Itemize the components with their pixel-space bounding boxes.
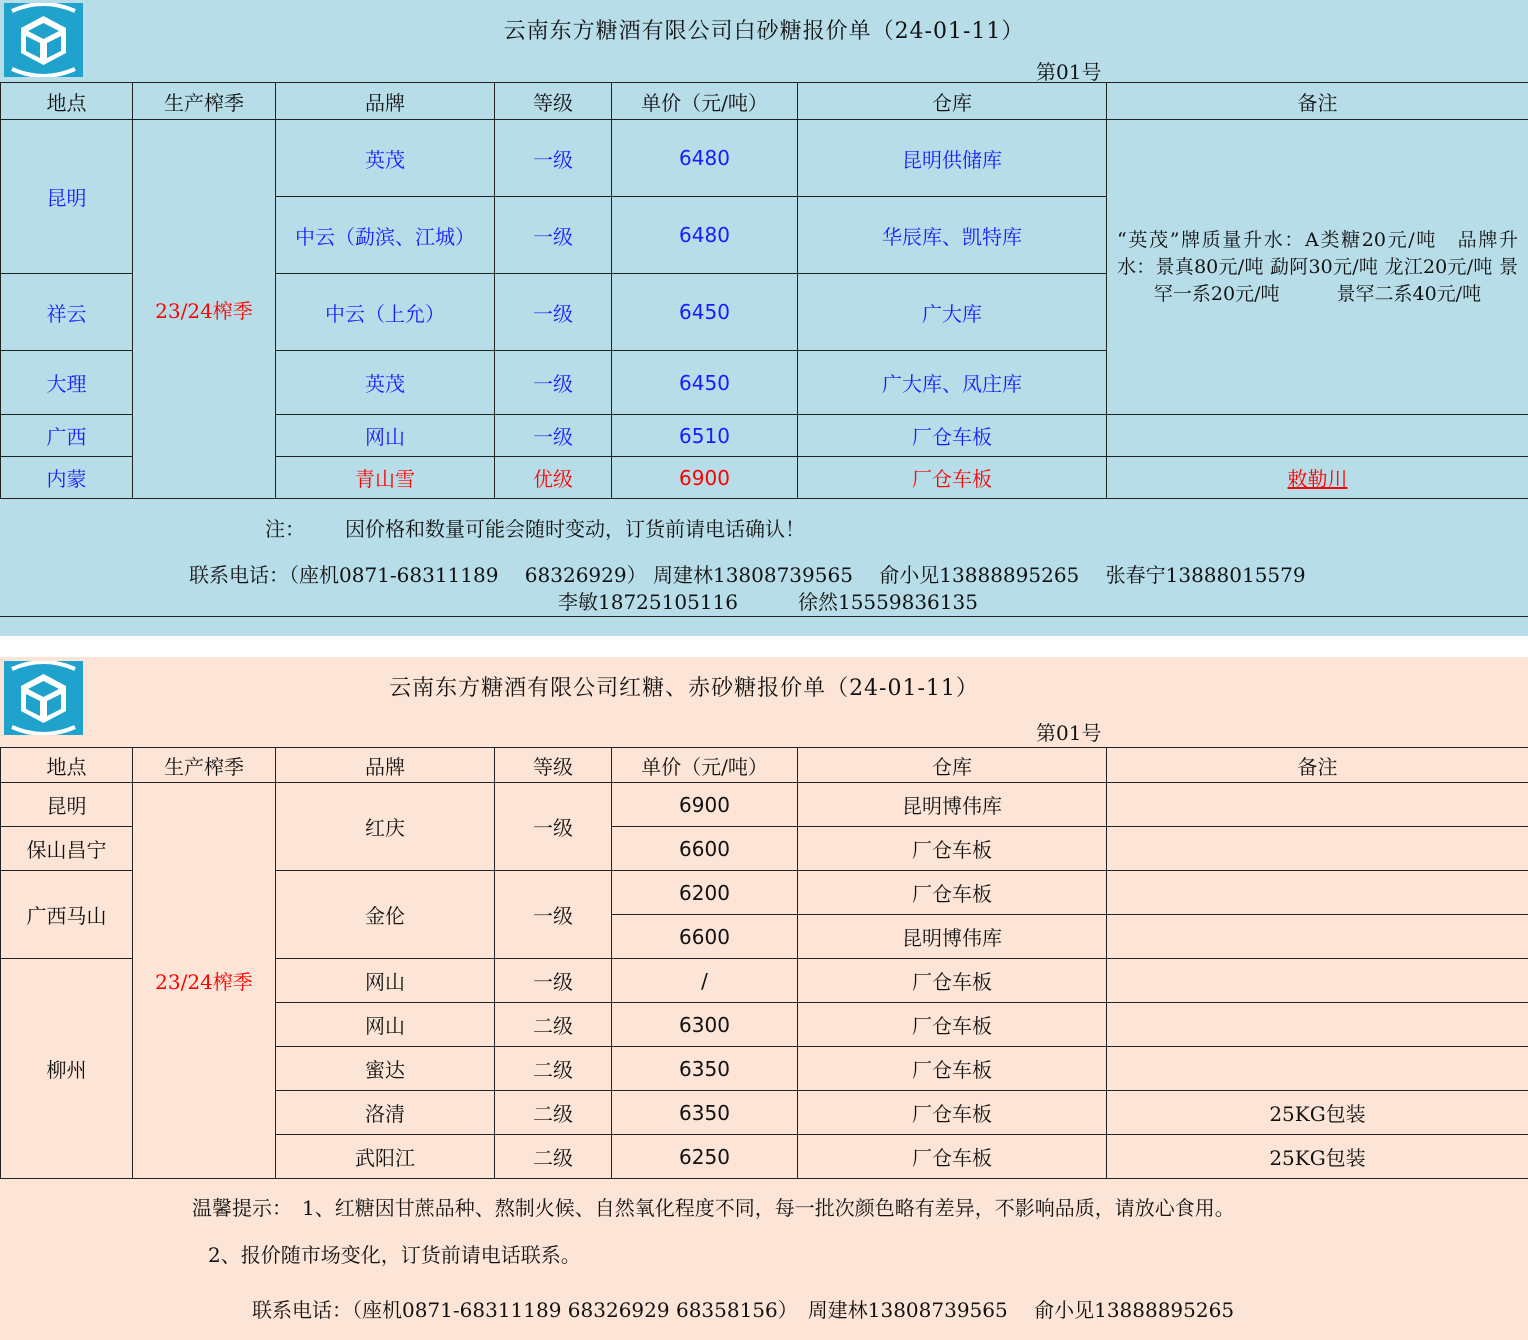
warehouse-cell: 厂仓车板 [798,959,1107,1003]
grade-cell: 二级 [495,1135,612,1179]
header-brand: 品牌 [276,83,495,120]
warehouse-cell: 华辰库、凯特库 [798,197,1107,274]
brown-sugar-price-table [0,747,1528,1179]
tip-line-1: 温馨提示： 1、红糖因甘蔗品种、熬制火候、自然氧化程度不同，每一批次颜色略有差异，不影响品质，请放心食用。 [192,1196,1235,1220]
table-row [1,783,1528,827]
grade-cell: 一级 [495,197,612,274]
warehouse-cell: 厂仓车板 [798,457,1107,499]
price-cell: 6200 [612,871,798,915]
remark-cell [1107,783,1528,827]
header-location: 地点 [1,748,133,783]
price-cell: 6250 [612,1135,798,1179]
remark-cell [1107,1003,1528,1047]
season-cell: 23/24榨季 [133,783,276,1179]
price-cell: 6900 [612,457,798,499]
location-cell: 保山昌宁 [1,827,133,871]
price-cell: 6480 [612,120,798,197]
location-cell: 大理 [1,351,133,415]
brown-sugar-title: 云南东方糖酒有限公司红糖、赤砂糖报价单（24-01-11） [389,676,979,701]
location-cell: 昆明 [1,120,133,274]
warehouse-cell: 厂仓车板 [798,1135,1107,1179]
price-cell: 6450 [612,274,798,351]
location-cell: 广西马山 [1,871,133,959]
location-cell: 祥云 [1,274,133,351]
warehouse-cell: 广大库、凤庄库 [798,351,1107,415]
header-season: 生产榨季 [133,748,276,783]
warehouse-cell: 昆明供储库 [798,120,1107,197]
note-text: 因价格和数量可能会随时变动，订货前请电话确认！ [345,517,805,541]
header-location: 地点 [1,83,133,120]
grade-cell: 一级 [495,959,612,1003]
warehouse-cell: 昆明博伟库 [798,915,1107,959]
grade-cell: 一级 [495,415,612,457]
remark-link[interactable]: 敕勒川 [1107,457,1528,499]
location-cell: 昆明 [1,783,133,827]
header-warehouse: 仓库 [798,748,1107,783]
header-price: 单价（元/吨） [612,83,798,120]
header-grade: 等级 [495,748,612,783]
brand-cell: 蜜达 [276,1047,495,1091]
grade-cell: 二级 [495,1003,612,1047]
brand-cell: 金伦 [276,871,495,959]
location-cell: 内蒙 [1,457,133,499]
location-cell: 柳州 [1,959,133,1179]
brand-cell: 中云（勐滨、江城） [276,197,495,274]
price-cell: 6300 [612,1003,798,1047]
brand-cell: 网山 [276,415,495,457]
tip-line-2: 2、报价随市场变化，订货前请电话联系。 [208,1243,581,1267]
table-header-row [1,83,1528,120]
warehouse-cell: 厂仓车板 [798,1003,1107,1047]
warehouse-cell: 厂仓车板 [798,1091,1107,1135]
grade-cell: 二级 [495,1047,612,1091]
brand-cell: 青山雪 [276,457,495,499]
header-remark: 备注 [1107,748,1528,783]
remark-cell [1107,120,1528,415]
remark-cell: 25KG包装 [1107,1135,1528,1179]
grade-cell: 一级 [495,783,612,871]
white-sugar-issue-number: 第01号 [1036,60,1102,84]
grade-cell: 一级 [495,274,612,351]
table-header-row [1,748,1528,783]
brown-sugar-panel [0,657,1528,1340]
header-grade: 等级 [495,83,612,120]
note-label: 注： [265,517,305,541]
white-sugar-title: 云南东方糖酒有限公司白砂糖报价单（24-01-11） [503,19,1025,44]
season-cell: 23/24榨季 [133,120,276,499]
price-cell: 6600 [612,915,798,959]
price-cell: 6350 [612,1091,798,1135]
price-cell: / [612,959,798,1003]
warehouse-cell: 厂仓车板 [798,415,1107,457]
brown-sugar-issue-number: 第01号 [1036,721,1102,745]
brand-cell: 洛清 [276,1091,495,1135]
remark-cell [1107,871,1528,915]
brand-cell: 红庆 [276,783,495,871]
grade-cell: 一级 [495,120,612,197]
warehouse-cell: 昆明博伟库 [798,783,1107,827]
white-sugar-panel [0,0,1528,636]
price-cell: 6900 [612,783,798,827]
grade-cell: 优级 [495,457,612,499]
remark-cell [1107,415,1528,457]
grade-cell: 二级 [495,1091,612,1135]
company-logo-icon [4,3,83,77]
price-cell: 6350 [612,1047,798,1091]
contact-line-2: 李敏18725105116 徐然15559836135 [558,590,978,614]
warehouse-cell: 厂仓车板 [798,1047,1107,1091]
divider [0,616,1528,617]
grade-cell: 一级 [495,871,612,959]
price-cell: 6450 [612,351,798,415]
brand-cell: 网山 [276,959,495,1003]
header-season: 生产榨季 [133,83,276,120]
header-remark: 备注 [1107,83,1528,120]
price-cell: 6510 [612,415,798,457]
remark-cell [1107,959,1528,1003]
warehouse-cell: 厂仓车板 [798,827,1107,871]
price-cell: 6480 [612,197,798,274]
premium-remark-text: “英茂”牌质量升水：A类糖20元/吨 品牌升水：景真80元/吨 勐阿30元/吨 龙江20元/吨 景罕一系20元/吨 景罕二系40元/吨 [1117,228,1518,305]
remark-cell [1107,827,1528,871]
white-sugar-price-table [0,82,1528,499]
remark-cell [1107,1047,1528,1091]
brand-cell: 网山 [276,1003,495,1047]
brand-cell: 英茂 [276,351,495,415]
location-cell: 广西 [1,415,133,457]
header-warehouse: 仓库 [798,83,1107,120]
contact-line: 联系电话：（座机0871-68311189 68326929） 周建林13808739565 俞小见13888895265 张春宁13888015579 [189,563,1306,587]
table-row [1,120,1528,197]
warehouse-cell: 厂仓车板 [798,871,1107,915]
remark-cell: 25KG包装 [1107,1091,1528,1135]
brand-cell: 英茂 [276,120,495,197]
price-cell: 6600 [612,827,798,871]
header-price: 单价（元/吨） [612,748,798,783]
brand-cell: 中云（上允） [276,274,495,351]
header-brand: 品牌 [276,748,495,783]
remark-cell [1107,915,1528,959]
brand-cell: 武阳江 [276,1135,495,1179]
warehouse-cell: 广大库 [798,274,1107,351]
grade-cell: 一级 [495,351,612,415]
contact-line: 联系电话：（座机0871-68311189 68326929 68358156） 周建林13808739565 俞小见13888895265 [252,1298,1235,1322]
